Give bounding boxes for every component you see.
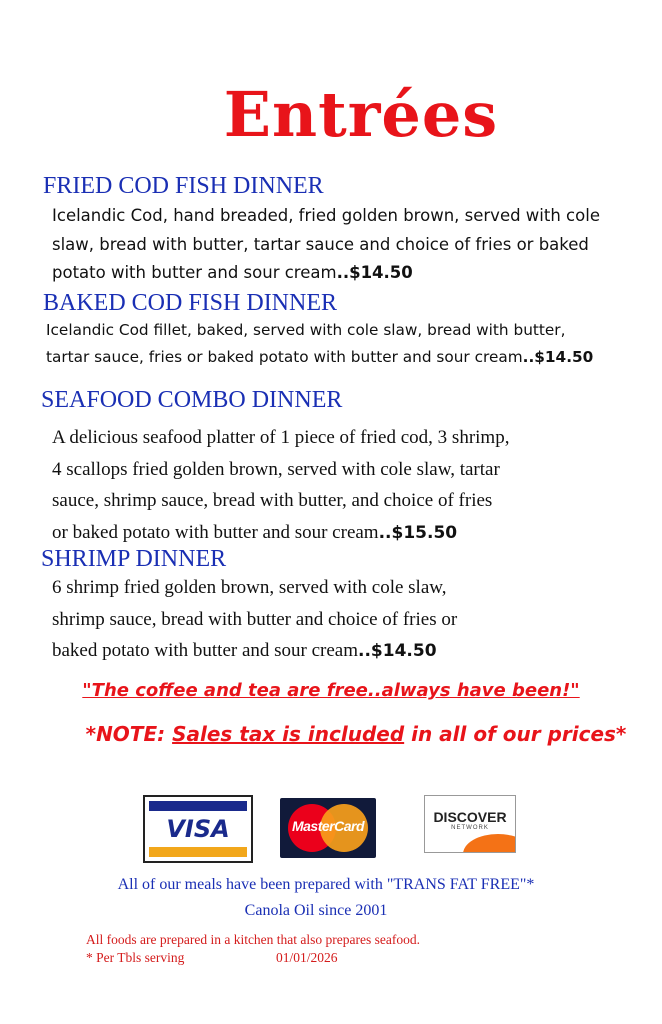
- item-name-fried-cod: FRIED COD FISH DINNER: [43, 173, 324, 199]
- description-line: tartar sauce, fries or baked potato with butter and sour cream..$14.50: [46, 348, 594, 366]
- serving-footnote: * Per Tbls serving: [86, 950, 185, 965]
- discover-logo: [424, 795, 516, 853]
- mastercard-logo: [280, 798, 376, 858]
- item-name-seafood-combo: SEAFOOD COMBO DINNER: [41, 387, 343, 413]
- description-line: 4 scallops fried golden brown, served with cole slaw, tartar: [52, 458, 500, 480]
- item-price: ..$14.50: [358, 641, 437, 661]
- item-name-baked-cod: BAKED COD FISH DINNER: [43, 290, 338, 316]
- item-name-shrimp: SHRIMP DINNER: [41, 546, 227, 572]
- item-price: ..$15.50: [378, 522, 458, 543]
- discover-swoosh: [463, 834, 516, 853]
- description-line: slaw, bread with butter, tartar sauce and choice of fries or baked: [52, 234, 589, 254]
- discover-logo-text: DISCOVER: [433, 809, 507, 825]
- description-line: potato with butter and sour cream..$14.50: [52, 263, 413, 282]
- item-price: ..$14.50: [336, 263, 413, 282]
- visa-logo-text: VISA: [166, 815, 230, 843]
- mastercard-logo-text: MasterCard: [291, 818, 365, 834]
- description-line: shrimp sauce, bread with butter and choice of fries or: [52, 608, 458, 630]
- item-description-fried-cod: [52, 202, 652, 288]
- page-title: Entrées: [223, 78, 499, 151]
- description-line: Icelandic Cod fillet, baked, served with cole slaw, bread with butter,: [46, 321, 566, 339]
- visa-logo: [143, 795, 253, 863]
- discover-network-text: NETWORK: [451, 825, 489, 831]
- item-description-shrimp: [52, 572, 652, 668]
- allergy-notice: All foods are prepared in a kitchen that also prepares seafood.: [86, 932, 420, 947]
- item-description-seafood-combo: [52, 422, 652, 549]
- description-line: Icelandic Cod, hand breaded, fried golden brown, served with cole: [52, 206, 600, 225]
- free-coffee-tagline: "The coffee and tea are free..always have been!": [82, 680, 580, 701]
- item-price: ..$14.50: [522, 348, 594, 366]
- trans-fat-statement: All of our meals have been prepared with "TRANS FAT FREE"*: [117, 876, 535, 893]
- description-line: sauce, shrimp sauce, bread with butter, and choice of fries: [52, 490, 493, 511]
- description-line: A delicious seafood platter of 1 piece of fried cod, 3 shrimp,: [52, 427, 510, 448]
- sales-tax-note: *NOTE: Sales tax is included in all of our prices*: [85, 722, 627, 746]
- menu-date: 01/01/2026: [276, 950, 338, 965]
- item-description-baked-cod: [46, 317, 656, 371]
- description-line: baked potato with butter and sour cream..$14.50: [52, 640, 437, 661]
- description-line: or baked potato with butter and sour cream..$15.50: [52, 521, 458, 543]
- description-line: 6 shrimp fried golden brown, served with cole slaw,: [52, 577, 447, 598]
- canola-oil-statement: Canola Oil since 2001: [244, 902, 388, 919]
